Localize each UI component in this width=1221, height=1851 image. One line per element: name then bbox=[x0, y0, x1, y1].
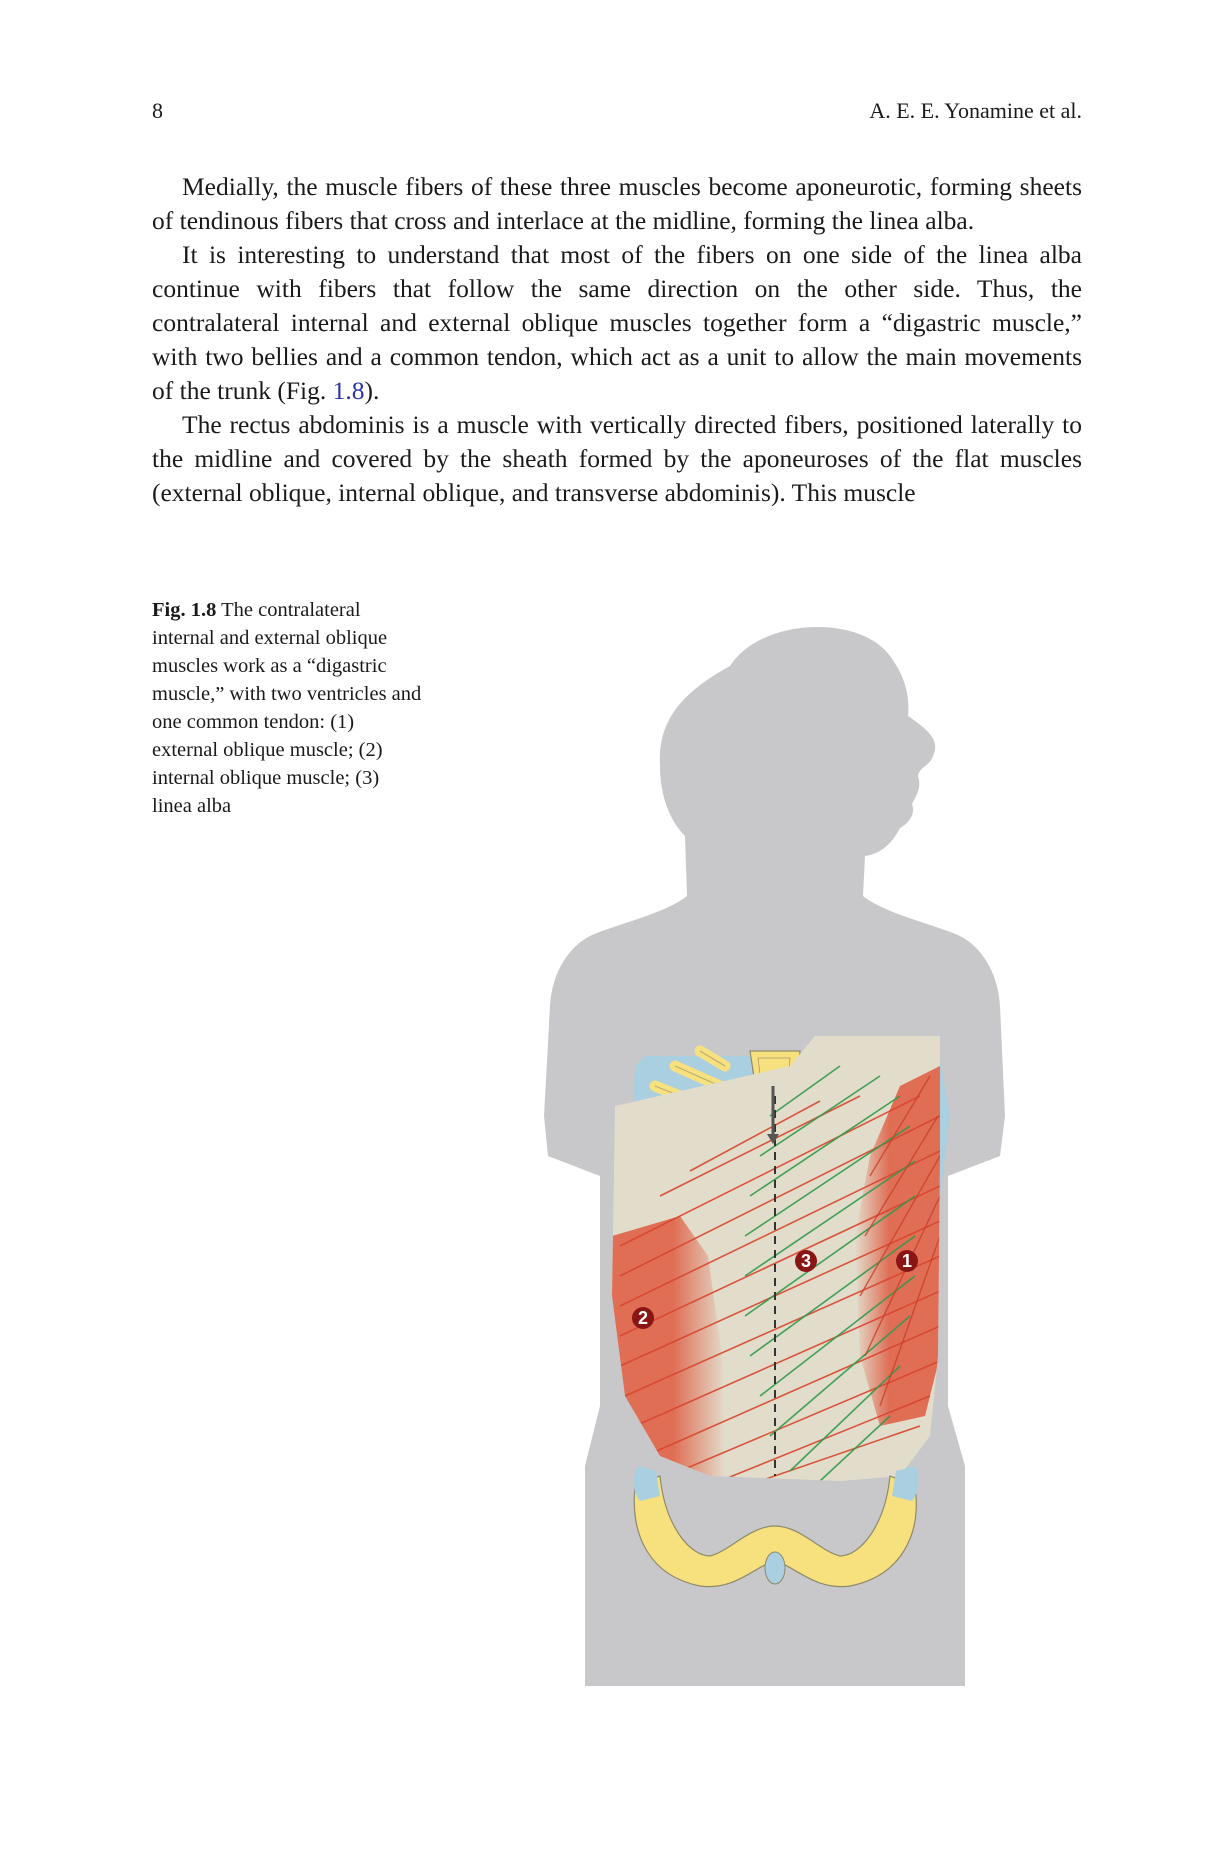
figure-caption-text: The contralateral internal and external oblique muscles work as a “digastric muscle,” with two ventricles and one common tendon: (1) external oblique muscle; (2) internal oblique muscle; (3) linea alba bbox=[152, 599, 422, 817]
paragraph-1: Medially, the muscle fibers of these three muscles become aponeurotic, forming sheets of tendinous fibers that cross and interlace at the midline, forming the linea alba. bbox=[152, 172, 1082, 235]
paragraph-3: The rectus abdominis is a muscle with vertically directed fibers, positioned laterally to the midline and covered by the sheath formed by the aponeuroses of the flat muscles (external oblique, internal oblique, and transverse abdominis). This muscle bbox=[152, 410, 1082, 507]
marker-3-label: 3 bbox=[800, 1251, 812, 1271]
figure-label: Fig. 1.8 bbox=[152, 599, 217, 621]
page-number: 8 bbox=[152, 98, 163, 123]
running-head bbox=[152, 98, 1082, 128]
anatomy-illustration bbox=[460, 596, 1100, 1686]
marker-2 bbox=[632, 1307, 654, 1329]
paragraph-2-end: ). bbox=[364, 376, 380, 405]
marker-1-label: 1 bbox=[901, 1251, 913, 1271]
marker-1 bbox=[896, 1250, 918, 1272]
running-head-authors: A. E. E. Yonamine et al. bbox=[869, 98, 1082, 123]
marker-3 bbox=[795, 1250, 817, 1272]
anatomy-figure bbox=[460, 596, 1100, 1686]
body-text bbox=[152, 170, 1082, 510]
paragraph-2-text: It is interesting to understand that most of the fibers on one side of the linea alba continue with fibers that follow the same direction on the other side. Thus, the contralateral internal and external oblique muscles together form a “digastric muscle,” with two bellies and a common tendon, which act as a unit to allow the main movements of the trunk (Fig. bbox=[152, 240, 1082, 405]
paragraph-2 bbox=[152, 238, 1082, 408]
figure-reference-link[interactable]: 1.8 bbox=[332, 376, 365, 405]
marker-2-label: 2 bbox=[637, 1308, 649, 1328]
figure-caption bbox=[152, 596, 422, 820]
